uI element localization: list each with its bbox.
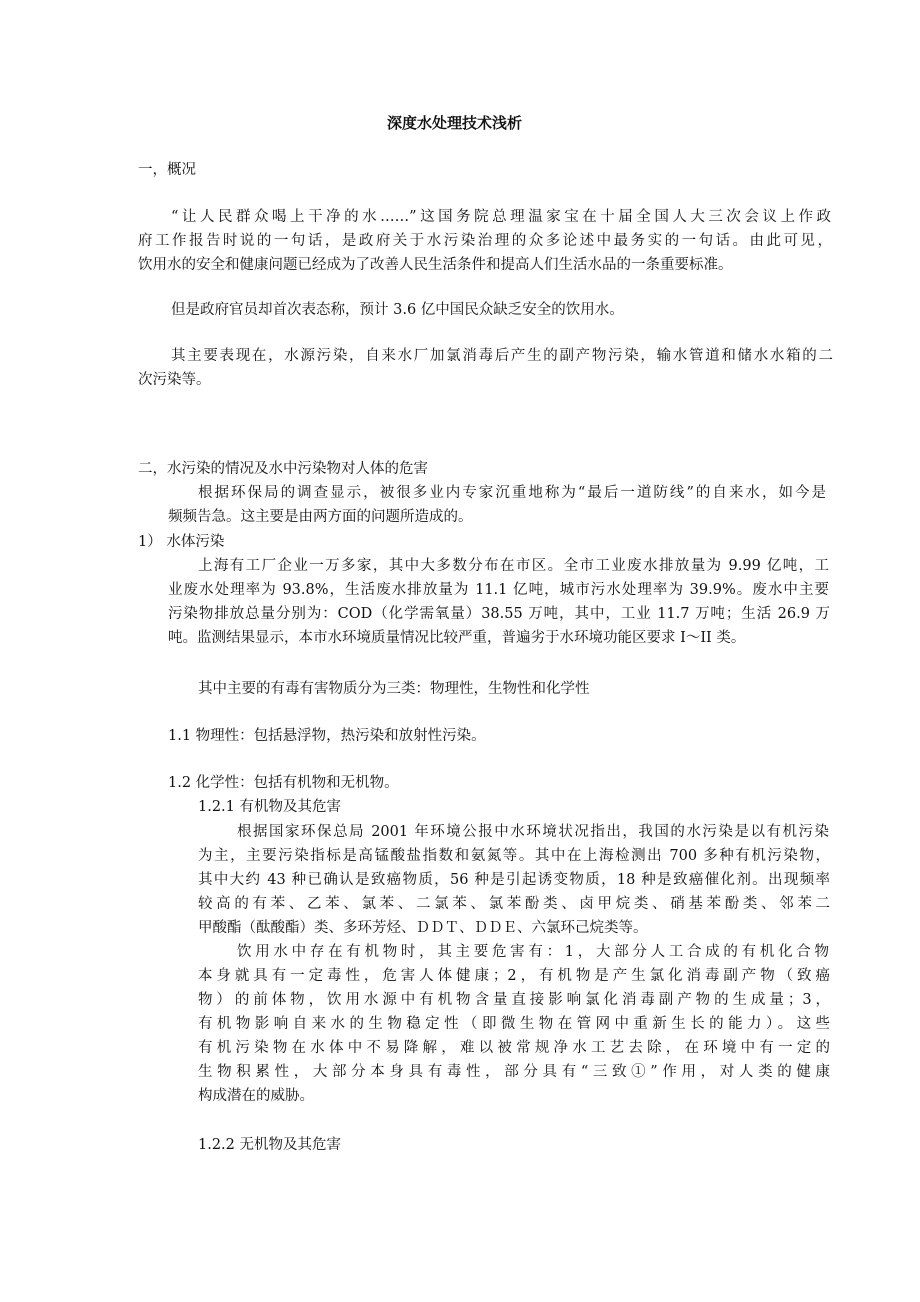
paragraph-line: 生物积累性，大部分本身具有毒性，部分具有“三致①”作用，对人类的健康: [198, 1064, 830, 1080]
paragraph-line: 饮用水中存在有机物时，其主要危害有：1，大部分人工合成的有机化合物: [237, 944, 829, 960]
list-item-label: 1） 水体污染: [138, 534, 225, 550]
paragraph-line: 但是政府官员却首次表态称，预计 3.6 亿中国民众缺乏安全的饮用水。: [171, 302, 624, 318]
paragraph-line: 次污染等。: [138, 372, 211, 388]
paragraph-line: 构成潜在的威胁。: [198, 1088, 314, 1104]
paragraph-line: 物）的前体物，饮用水源中有机物含量直接影响氯化消毒副产物的生成量；3，: [198, 992, 830, 1008]
subsection-heading: 1.2.1 有机物及其危害: [198, 799, 342, 815]
subsection-heading: 1.2 化学性：包括有机物和无机物。: [168, 775, 399, 791]
paragraph-line: 为主，主要污染指标是高锰酸盐指数和氨氮等。其中在上海检测出 700 多种有机污染物，: [198, 848, 830, 864]
paragraph-line: 甲酸酯（酞酸酯）类、多环芳烃、ＤＤＴ、ＤＤＥ、六氯环己烷类等。: [198, 920, 648, 936]
paragraph-line: 饮用水的安全和健康问题已经成为了改善人民生活条件和提高人们生活水品的一条重要标准。: [138, 257, 733, 273]
paragraph-line: 其中主要的有毒有害物质分为三类：物理性，生物性和化学性: [198, 681, 590, 697]
paragraph-line: 较高的有苯、乙苯、氯苯、二氯苯、氯苯酚类、卤甲烷类、硝基苯酚类、邻苯二: [198, 896, 830, 912]
paragraph-line: 根据国家环保总局 2001 年环境公报中水环境状况指出，我国的水污染是以有机污染: [237, 824, 829, 840]
paragraph-line: 根据环保局的调查显示，被很多业内专家沉重地称为“最后一道防线”的自来水，如今是: [198, 485, 826, 501]
paragraph-line: 上海有工厂企业一万多家，其中大多数分布在市区。全市工业废水排放量为 9.99 亿吨，工: [198, 558, 829, 574]
paragraph-line: 府工作报告时说的一句话，是政府关于水污染治理的众多论述中最务实的一句话。由此可见，: [138, 233, 832, 249]
section-heading-overview: 一，概况: [138, 162, 196, 178]
paragraph-line: “让人民群众喝上干净的水……”这国务院总理温家宝在十届全国人大三次会议上作政: [171, 209, 831, 225]
paragraph-line: 频频告急。这主要是由两方面的问题所造成的。: [168, 509, 473, 525]
paragraph-line: 其中大约 43 种已确认是致癌物质，56 种是引起诱变物质，18 种是致癌催化剂。出现频率: [198, 872, 830, 888]
paragraph-line: 其主要表现在，水源污染，自来水厂加氯消毒后产生的副产物污染，输水管道和储水水箱的二: [171, 348, 833, 364]
paragraph-line: 吨。监测结果显示，本市水环境质量情况比较严重，普遍劣于水环境功能区要求 I～II 类。: [168, 630, 746, 646]
paragraph-line: 本身就具有一定毒性，危害人体健康；2，有机物是产生氯化消毒副产物（致癌: [198, 968, 830, 984]
subsection-heading: 1.2.2 无机物及其危害: [198, 1137, 342, 1153]
paragraph-line: 业废水处理率为 93.8%，生活废水排放量为 11.1 亿吨，城市污水处理率为 39.9%。废水中主要: [168, 582, 829, 598]
section-heading-pollution: 二，水污染的情况及水中污染物对人体的危害: [138, 461, 428, 477]
paragraph-line: 有机物影响自来水的生物稳定性（即微生物在管网中重新生长的能力）。这些: [198, 1016, 830, 1032]
document-title: 深度水处理技术浅析: [387, 114, 523, 132]
paragraph-line: 污染物排放总量分别为：COD（化学需氧量）38.55 万吨，其中，工业 11.7 万吨；生活 26.9 万: [168, 606, 830, 622]
subsection-heading: 1.1 物理性：包括悬浮物，热污染和放射性污染。: [168, 728, 486, 744]
paragraph-line: 有机污染物在水体中不易降解，难以被常规净水工艺去除，在环境中有一定的: [198, 1040, 830, 1056]
